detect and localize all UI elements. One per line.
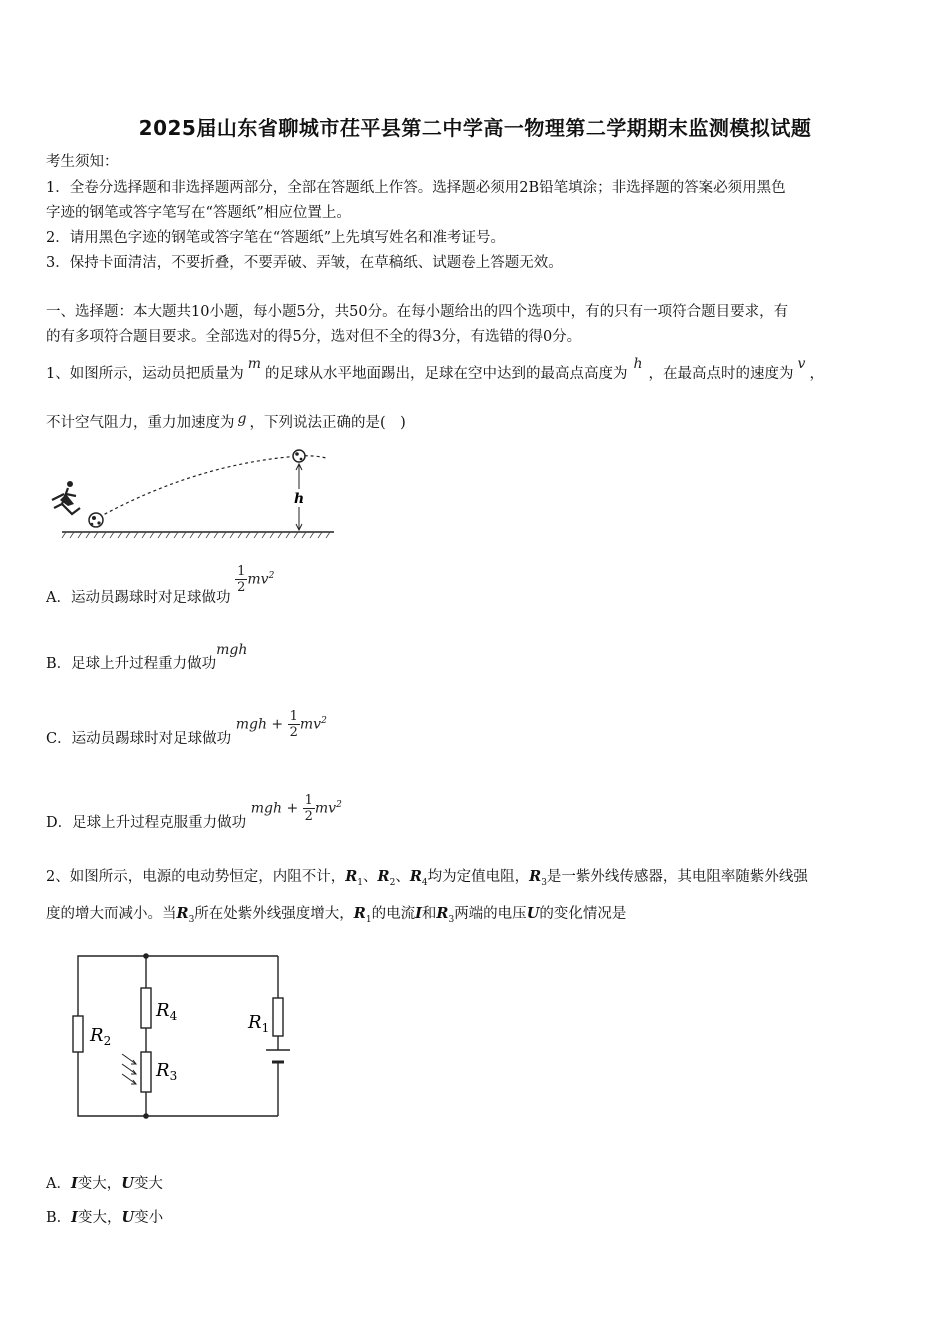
mgh-plus: mgh + (250, 800, 299, 817)
q1-option-c-text: C．运动员踢球时对足球做功 (46, 730, 232, 747)
sensor-r3 (141, 1052, 151, 1092)
q1-option-c[interactable] (46, 709, 327, 747)
frac-den: 2 (304, 809, 313, 824)
notice-item-3: 3．保持卡面清洁，不要折叠，不要弄破、弄皱，在草稿纸、试题卷上答题无效。 (46, 255, 563, 271)
q1-option-d[interactable] (46, 793, 342, 831)
q2-r3-sub: 3 (188, 914, 195, 925)
sq: 2 (336, 799, 342, 810)
page-title: 2025届山东省聊城市茌平县第二中学高一物理第二学期期末监测模拟试题 (138, 116, 812, 140)
q1-option-a-math (235, 564, 274, 595)
frac-den: 2 (289, 725, 298, 740)
height-label: h (294, 491, 305, 507)
q2-r4-sub: 4 (421, 877, 428, 888)
q1-var-h: h (633, 356, 643, 372)
q1-option-b[interactable] (46, 642, 248, 673)
label-r3: $R_3$ (156, 1060, 178, 1083)
q1-option-b-text: B．足球上升过程重力做功 (46, 656, 217, 672)
q1-var-v: v (797, 356, 806, 372)
notice-heading: 考生须知： (46, 154, 119, 170)
q2-option-b-i: I (71, 1209, 78, 1226)
q2-r2: R (377, 868, 390, 885)
q2-text-8: 两端的电压 (454, 906, 527, 922)
q2-circuit-diagram (70, 948, 300, 1123)
q1-text-2: 的足球从水平地面踢出，足球在空中达到的最高点高度为 (265, 366, 628, 382)
q2-option-a-t2: 变大 (133, 1176, 163, 1192)
q2-text-3: 是一紫外线传感器，其电阻率随紫外线强 (546, 869, 808, 885)
frac-num: 1 (237, 564, 246, 579)
frac-den: 2 (237, 580, 246, 595)
frac-num: 1 (304, 793, 313, 808)
q1-option-d-math (251, 793, 342, 824)
q2-text-4: 度的增大而减小。当 (46, 906, 177, 922)
sq: 2 (268, 570, 275, 581)
q2-option-b-t2: 变小 (134, 1210, 164, 1226)
q2-option-b[interactable] (46, 1206, 163, 1227)
q1-option-a[interactable] (46, 564, 275, 606)
notice-item-1b: 字迹的钢笔或答字笔写在“答题纸”相应位置上。 (46, 205, 351, 221)
q1-option-a-text: A．运动员踢球时对足球做功 (46, 589, 231, 606)
q2-sep: 、 (363, 869, 378, 885)
q2-stem-line2 (46, 904, 626, 930)
ball-start-icon (89, 513, 103, 527)
q2-var-u: U (526, 905, 540, 922)
q1-soccer-figure (44, 444, 344, 544)
mv: mv (299, 716, 322, 733)
q2-sep: 、 (395, 869, 410, 885)
q2-option-a-u: U (121, 1175, 134, 1192)
mgh-plus: mgh + (235, 716, 284, 733)
frac-num: 1 (289, 709, 298, 724)
q1-text-3: ，在最高点时的速度为 (648, 366, 794, 382)
resistor-r2 (73, 1016, 83, 1052)
q2-text-7: 和 (421, 906, 437, 922)
ground-hatching (62, 532, 330, 538)
q2-option-a-t1: 变大， (77, 1176, 122, 1192)
mv: mv (247, 571, 269, 588)
q2-r3-sub: 3 (541, 877, 547, 888)
label-r2: $R_2$ (90, 1025, 112, 1048)
q2-r1: R (353, 905, 366, 922)
q2-r1: R (345, 868, 358, 885)
q2-r3: R (436, 905, 449, 922)
q1-stem-line2 (46, 413, 406, 433)
notice-item-1a: 1．全卷分选择题和非选择题两部分，全部在答题纸上作答。选择题必须用2B铅笔填涂；非选择题的答案必须用黑色 (46, 180, 786, 196)
q2-option-a-label: A． (46, 1176, 71, 1192)
q2-r1-sub: 1 (357, 877, 364, 888)
q1-text-6: ，下列说法正确的是( ) (249, 415, 406, 431)
q2-text-2: 均为定值电阻， (427, 869, 530, 885)
q1-option-c-math (236, 709, 327, 740)
q1-text-1: 1、如图所示，运动员把质量为 (46, 366, 244, 382)
q1-stem-line1 (46, 356, 824, 384)
junction-top (143, 953, 149, 959)
q2-var-i: I (415, 905, 422, 922)
q2-r3: R (529, 868, 542, 885)
trajectory-curve (94, 456, 326, 520)
q2-r3-sub: 3 (448, 914, 455, 925)
sq: 2 (321, 715, 327, 726)
q2-option-a[interactable] (46, 1172, 163, 1193)
q1-option-d-text: D．足球上升过程克服重力做功 (46, 814, 247, 831)
q2-text-5: 所在处紫外线强度增大， (194, 906, 354, 922)
label-r4: $R_4$ (156, 1000, 178, 1023)
q1-text-4: ， (809, 366, 824, 382)
q2-text-6: 的电流 (371, 906, 416, 922)
q2-option-b-u: U (121, 1209, 135, 1226)
q2-option-b-t1: 变大， (77, 1210, 122, 1226)
ball-top-icon (293, 450, 305, 462)
q2-r2-sub: 2 (389, 877, 396, 888)
section1-line2: 的有多项符合题目要求。全部选对的得5分，选对但不全的得3分，有选错的得0分。 (46, 329, 582, 345)
q2-text-1: 2、如图所示，电源的电动势恒定，内阻不计， (46, 869, 346, 885)
q2-r3: R (176, 905, 189, 922)
q1-var-g: g (237, 411, 247, 427)
q2-r1-sub: 1 (365, 914, 372, 925)
q1-option-b-math: mgh (216, 642, 248, 658)
q2-text-9: 的变化情况是 (539, 906, 627, 922)
label-r1: $R_1$ (248, 1012, 270, 1035)
q1-var-m: m (247, 356, 262, 372)
q1-text-5: 不计空气阻力，重力加速度为 (46, 415, 235, 431)
uv-rays-icon (122, 1054, 136, 1084)
mv: mv (314, 800, 337, 817)
q2-stem-line1 (46, 867, 808, 893)
notice-item-2: 2．请用黑色字迹的钢笔或答字笔在“答题纸”上先填写姓名和准考证号。 (46, 230, 506, 246)
player-icon (52, 481, 80, 514)
junction-bottom (143, 1113, 149, 1119)
q2-option-b-label: B． (46, 1210, 72, 1226)
q2-r4: R (409, 868, 422, 885)
q2-option-a-i: I (70, 1175, 78, 1192)
resistor-r1 (273, 998, 283, 1036)
section1-line1: 一、选择题：本大题共10小题，每小题5分，共50分。在每小题给出的四个选项中，有的只有一项符合题目要求，有 (46, 304, 789, 320)
resistor-r4 (141, 988, 151, 1028)
